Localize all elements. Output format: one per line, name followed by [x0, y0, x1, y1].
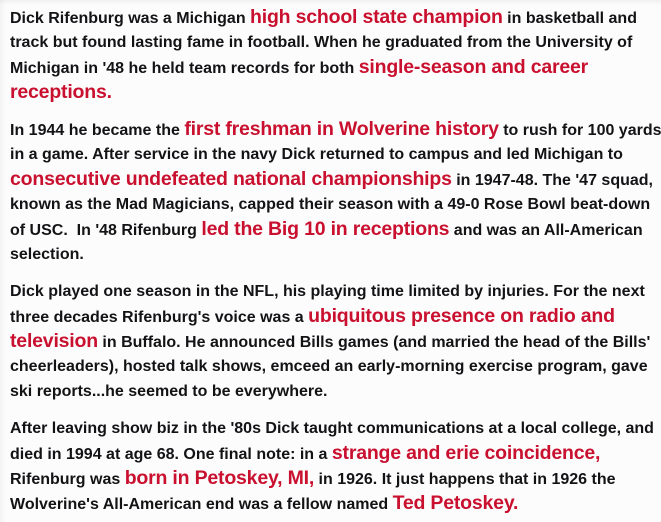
text-run: Dick played one season in the NFL, his playing time limited by injuries. For the next — [10, 283, 645, 300]
article-body — [10, 5, 661, 516]
text-line — [10, 167, 655, 192]
text-run: three decades Rifenburg's voice was a — [10, 309, 309, 326]
highlight-phrase: born in Petoskey, MI, — [124, 467, 315, 489]
highlight-phrase: receptions. — [10, 81, 112, 103]
text-run: of USC. In '48 Rifenburg — [10, 222, 202, 239]
text-line — [10, 441, 655, 466]
text-line — [10, 30, 655, 55]
highlight-phrase: single-season and career — [358, 56, 589, 78]
text-line — [10, 466, 655, 491]
highlight-phrase: ubiquitous presence on radio and — [308, 305, 615, 327]
text-line — [10, 304, 655, 329]
highlight-phrase: television — [10, 330, 98, 352]
text-run: Michigan in '48 he held team records for both — [10, 60, 359, 77]
text-run: After leaving show biz in the '80s Dick taught communications at a local college, and — [10, 420, 654, 437]
text-line — [10, 491, 655, 516]
paragraph — [10, 416, 655, 516]
text-line — [10, 242, 655, 267]
text-run: Wolverine's All-American end was a fellow named — [10, 496, 393, 513]
text-run: ski reports...he seemed to be everywhere. — [10, 383, 328, 400]
highlight-phrase: led the Big 10 in receptions — [201, 218, 450, 240]
text-run: to rush for 100 yards — [498, 122, 661, 139]
text-run: In 1944 he became the — [10, 122, 185, 139]
highlight-phrase: first freshman in Wolverine history — [184, 118, 499, 140]
text-run: in basketball and — [502, 10, 637, 27]
text-run: and was an All-American — [449, 222, 643, 239]
text-run: in a game. After service in the navy Dick returned to campus and led Michigan to — [10, 146, 623, 163]
paragraph — [10, 5, 655, 105]
highlight-phrase: strange and erie coincidence, — [331, 442, 601, 464]
paragraph — [10, 279, 655, 404]
paragraph — [10, 117, 661, 267]
text-line — [10, 192, 655, 217]
text-run: cheerleaders), hosted talk shows, emceed an early-morning exercise program, gave — [10, 358, 648, 375]
text-run: in Buffalo. He announced Bills games (and married the head of the Bills' — [97, 334, 651, 351]
text-line — [10, 354, 655, 379]
text-line — [10, 80, 655, 105]
highlight-phrase: high school state champion — [250, 6, 503, 28]
text-line — [10, 217, 655, 242]
text-run: Dick Rifenburg was a Michigan — [10, 10, 251, 27]
text-line — [10, 416, 655, 441]
text-run: track but found lasting fame in football. When he graduated from the University of — [10, 34, 633, 51]
text-run: died in 1994 at age 68. One final note: in a — [10, 446, 332, 463]
highlight-phrase: Ted Petoskey. — [392, 492, 519, 514]
highlight-phrase: consecutive undefeated national championships — [10, 168, 452, 190]
text-line — [10, 117, 661, 142]
text-line — [10, 5, 655, 30]
text-run: in 1926. It just happens that in 1926 the — [314, 471, 616, 488]
text-run: in 1947-48. The '47 squad, — [451, 172, 653, 189]
text-line — [10, 279, 655, 304]
text-run: selection. — [10, 246, 84, 263]
text-run: Rifenburg was — [10, 471, 125, 488]
text-line — [10, 379, 655, 404]
text-line — [10, 142, 655, 167]
text-line — [10, 329, 655, 354]
text-line — [10, 55, 655, 80]
text-run: known as the Mad Magicians, capped their season with a 49-0 Rose Bowl beat-down — [10, 196, 651, 213]
